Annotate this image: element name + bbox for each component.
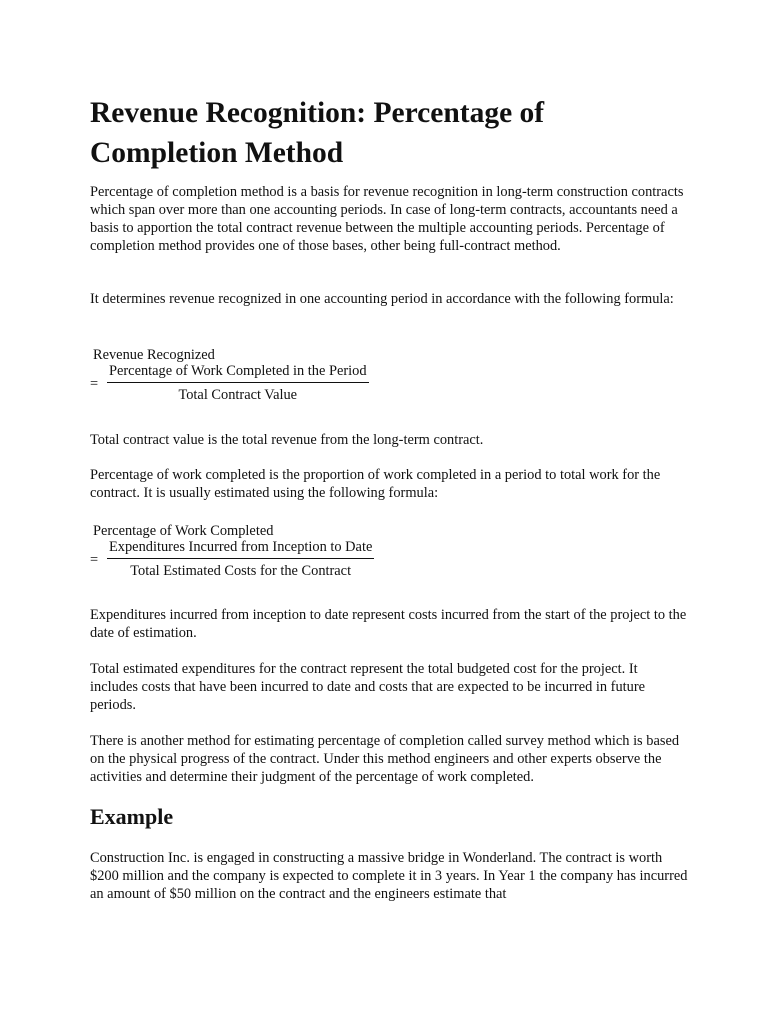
intro-paragraph: Percentage of completion method is a basis for revenue recognition in long-term construction contracts which span over more than one accounting periods. In case of long-term contracts, accountants need a basis to apportion the total contract revenue between the multiple accounting periods. Percentage of completion method provides one of those bases, other being full-contract method.: [90, 184, 684, 254]
equals-sign: =: [90, 376, 99, 392]
formula-intro-paragraph: It determines revenue recognized in one accounting period in accordance with the following formula:: [90, 291, 674, 307]
formula-fraction: [107, 538, 374, 580]
example-paragraph: Construction Inc. is engaged in constructing a massive bridge in Wonderland. The contract is worth $200 million and the company is expected to complete it in 3 years. In Year 1 the company has incurred an amount of $50 million on the contract and the engineers estimate that: [90, 850, 688, 902]
formula-lhs: Revenue Recognized: [93, 347, 215, 363]
formula-denominator: Total Contract Value: [178, 387, 298, 403]
formula-lhs: Percentage of Work Completed: [93, 523, 274, 539]
work-completed-paragraph: Percentage of work completed is the proportion of work completed in a period to total work for the contract. It is usually estimated using the following formula:: [90, 467, 661, 501]
equals-sign: =: [90, 552, 99, 568]
contract-value-paragraph: Total contract value is the total revenue from the long-term contract.: [90, 432, 484, 448]
revenue-formula: [90, 346, 410, 408]
survey-method-paragraph: There is another method for estimating percentage of completion called survey method which is based on the physical progress of the contract. Under this method engineers and other experts observe the activities and determine their judgment of the percentage of work completed.: [90, 733, 680, 785]
formula-numerator: Expenditures Incurred from Inception to Date: [107, 538, 374, 559]
formula-fraction: [107, 362, 369, 404]
completion-formula: [90, 522, 410, 584]
expenditures-paragraph: Expenditures incurred from inception to date represent costs incurred from the start of the project to the date of estimation.: [90, 607, 687, 641]
estimated-expenditures-paragraph: Total estimated expenditures for the contract represent the total budgeted cost for the project. It includes costs that have been incurred to date and costs that are expected to be incurred in future periods.: [90, 661, 646, 713]
formula-denominator: Total Estimated Costs for the Contract: [130, 563, 352, 579]
formula-numerator: Percentage of Work Completed in the Period: [107, 362, 369, 383]
example-heading: Example: [90, 804, 174, 829]
page-title: Revenue Recognition: Percentage of Completion Method: [90, 97, 545, 169]
